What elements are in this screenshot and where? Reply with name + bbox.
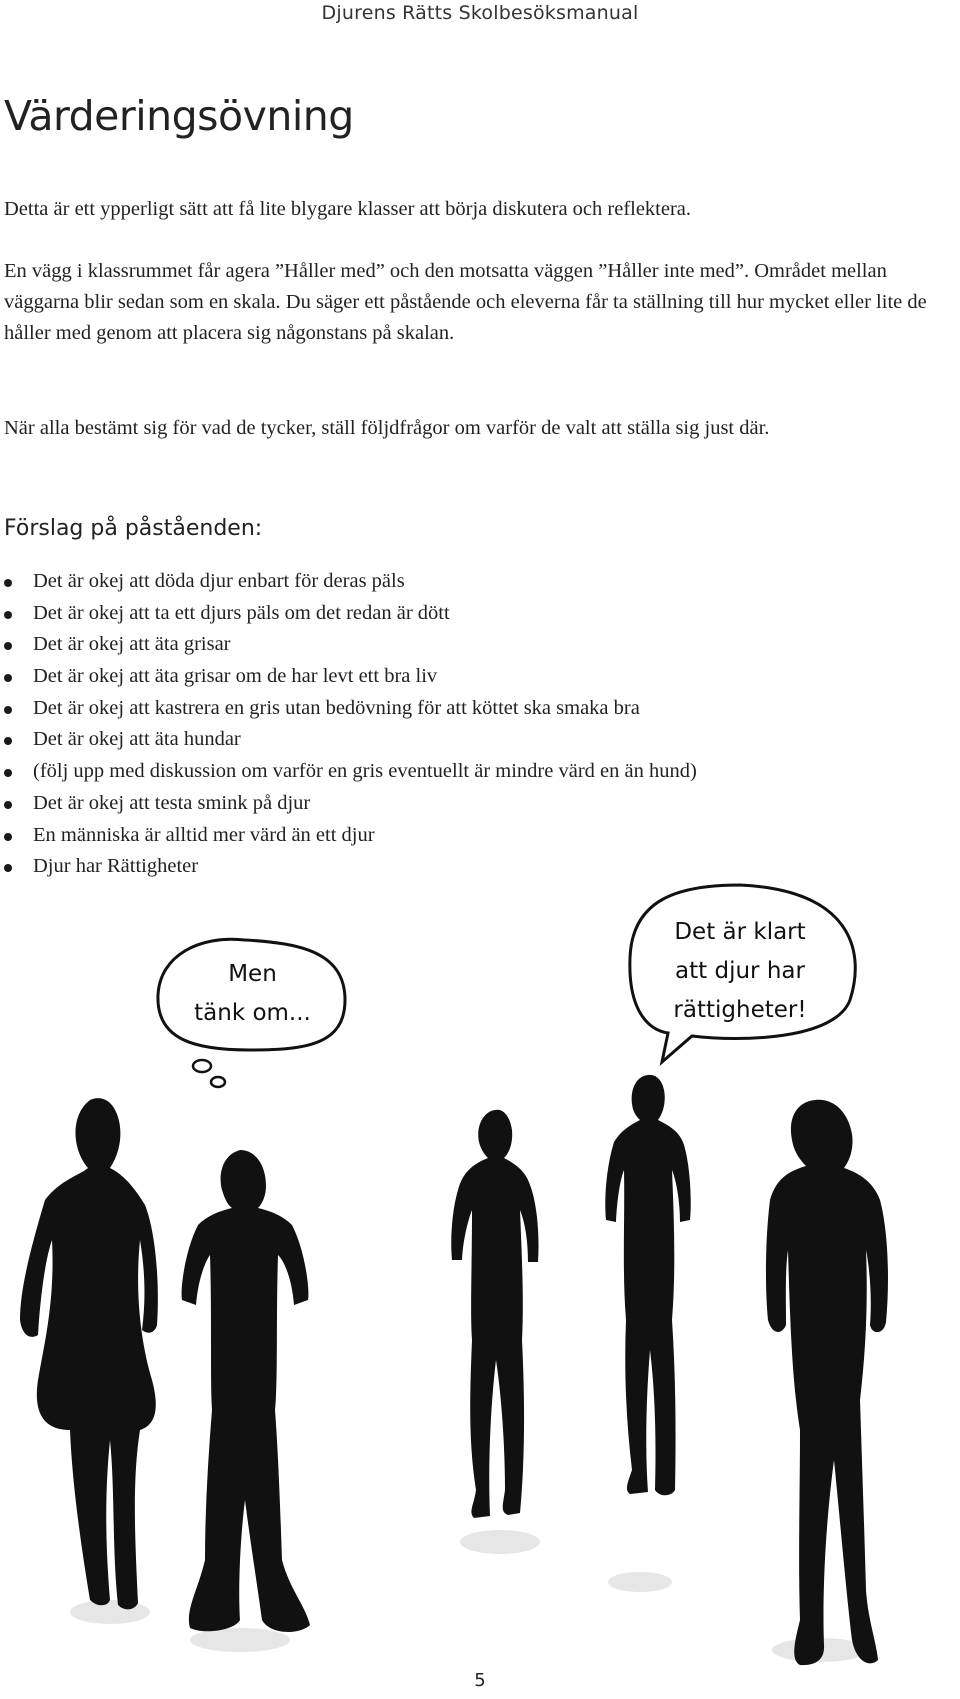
people-silhouettes (20, 1075, 888, 1665)
person-silhouette (20, 1098, 158, 1609)
instructions-paragraph: En vägg i klassrummet får agera ”Håller med” och den motsatta väggen ”Håller inte med”. Området mellan väggarna blir sedan som en skala. Du säger ett påstående och eleverna får ta ställning till hur mycket eller lite de håller med genom att placera sig någonstans på skalan. (4, 260, 927, 344)
thought-line-2: tänk om... (194, 1000, 311, 1026)
list-item-text: En människa är alltid mer värd än ett djur (33, 823, 375, 846)
speech-line-2: att djur har (675, 958, 805, 984)
floor-reflections (70, 1530, 868, 1662)
intro-paragraph: Detta är ett ypperligt sätt att få lite blygare klasser att börja diskutera och reflektera. (4, 198, 692, 220)
follow-up-paragraph: När alla bestämt sig för vad de tycker, ställ följdfrågor om varför de valt att ställa sig just där. (4, 417, 770, 439)
running-head: Djurens Rätts Skolbesöksmanual (321, 2, 639, 24)
thought-bubble-text (170, 955, 335, 1033)
list-item-text: Det är okej att kastrera en gris utan bedövning för att köttet ska smaka bra (33, 696, 640, 719)
person-silhouette (605, 1075, 690, 1495)
page-number: 5 (474, 1670, 486, 1691)
list-item-text: Det är okej att ta ett djurs päls om det redan är dött (33, 601, 450, 624)
list-item-text: Det är okej att äta grisar om de har levt ett bra liv (33, 665, 438, 688)
page-title: Värderingsövning (4, 92, 354, 140)
list-item-text: Djur har Rättigheter (33, 855, 199, 878)
speech-bubble-text (640, 913, 840, 1030)
thought-line-1: Men (228, 961, 277, 987)
list-item-text: (följ upp med diskussion om varför en gris eventuellt är mindre värd en än hund) (33, 760, 697, 783)
list-item-text: Det är okej att testa smink på djur (33, 791, 311, 814)
person-silhouette (182, 1150, 310, 1632)
list-item-text: Det är okej att äta hundar (33, 728, 241, 751)
list-item-text: Det är okej att äta grisar (33, 633, 231, 656)
statements-heading: Förslag på påståenden: (4, 516, 263, 541)
person-silhouette (451, 1110, 538, 1518)
speech-line-3: rättigheter! (673, 997, 807, 1023)
speech-line-1: Det är klart (674, 919, 806, 945)
list-item-text: Det är okej att döda djur enbart för deras päls (33, 570, 405, 592)
person-silhouette (766, 1100, 888, 1665)
